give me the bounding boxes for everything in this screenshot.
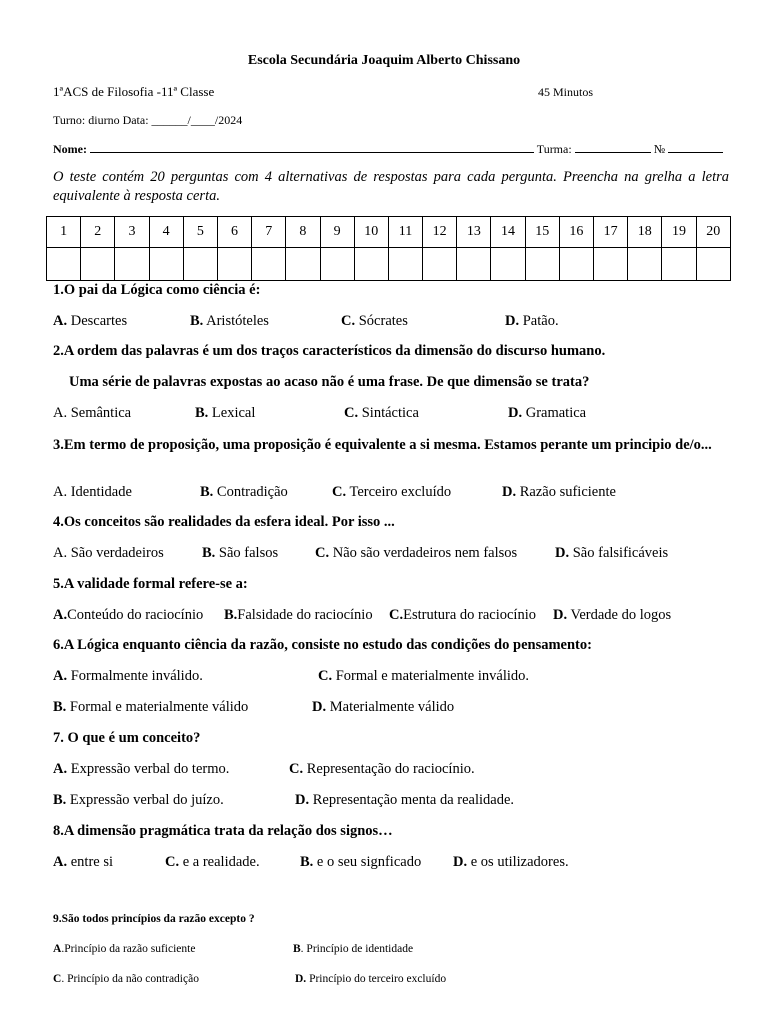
option-text: Gramatica xyxy=(522,405,587,421)
answer-cell[interactable] xyxy=(457,248,491,281)
answer-cell[interactable] xyxy=(628,248,662,281)
q6-option-a xyxy=(53,668,203,685)
option-text: .Princípio da razão suficiente xyxy=(61,943,196,955)
answer-cell[interactable] xyxy=(115,248,149,281)
option-letter: A. xyxy=(53,761,68,777)
option-text: Formal e materialmente inválido. xyxy=(332,668,530,684)
q8-option-d xyxy=(453,854,569,871)
q7-option-b xyxy=(53,792,224,809)
option-text: . Princípio de identidade xyxy=(300,943,414,955)
question-1: 1.O pai da Lógica como ciência é: xyxy=(53,282,261,298)
turno-date: Turno: diurno Data: ______/____/2024 xyxy=(53,113,243,127)
grid-number: 10 xyxy=(354,217,388,248)
numero-label: № xyxy=(653,142,666,156)
option-letter: B. xyxy=(53,699,67,715)
school-name: Escola Secundária Joaquim Alberto Chissano xyxy=(247,53,521,68)
grid-header-row xyxy=(47,217,731,248)
answer-cell[interactable] xyxy=(662,248,696,281)
option-letter: C. xyxy=(332,484,347,500)
subject-class: 1ªACS de Filosofia -11ª Classe xyxy=(53,84,215,99)
question-9: 9.São todos princípios da razão excepto ? xyxy=(53,913,255,925)
answer-cell[interactable] xyxy=(149,248,183,281)
grid-number: 4 xyxy=(149,217,183,248)
grid-number: 20 xyxy=(696,217,730,248)
numero-blank[interactable] xyxy=(668,141,723,153)
option-letter: A xyxy=(53,943,62,955)
option-text: Representação menta da realidade. xyxy=(309,792,515,808)
option-text: A. São verdadeiros xyxy=(53,545,164,561)
option-letter: D. xyxy=(508,405,523,421)
option-text: Patão. xyxy=(519,313,559,329)
option-letter: D. xyxy=(505,313,520,329)
grid-number: 8 xyxy=(286,217,320,248)
option-letter: D. xyxy=(312,699,327,715)
q3-option-d xyxy=(502,484,616,501)
q4-option-c xyxy=(315,545,517,562)
grid-number: 15 xyxy=(525,217,559,248)
grid-number: 1 xyxy=(47,217,81,248)
question-6: 6.A Lógica enquanto ciência da razão, consiste no estudo das condições do pensamento: xyxy=(53,637,592,653)
answer-grid xyxy=(46,216,731,281)
answer-cell[interactable] xyxy=(388,248,422,281)
option-text: Conteúdo do raciocínio xyxy=(67,607,204,623)
option-text: e os utilizadores. xyxy=(467,854,569,870)
option-text: Razão suficiente xyxy=(516,484,616,500)
option-text: São falsificáveis xyxy=(569,545,669,561)
question-8: 8.A dimensão pragmática trata da relação dos signos… xyxy=(53,823,393,839)
option-text: Sócrates xyxy=(355,313,408,329)
turma-label: Turma: xyxy=(536,142,572,156)
grid-number: 13 xyxy=(457,217,491,248)
option-letter: D. xyxy=(553,607,568,623)
option-text: . Princípio da não contradição xyxy=(61,973,199,985)
option-letter: A. xyxy=(53,854,68,870)
option-letter: C. xyxy=(318,668,333,684)
q5-option-c xyxy=(389,607,536,624)
option-letter: D. xyxy=(502,484,517,500)
q1-option-a xyxy=(53,313,127,330)
name-label: Nome: xyxy=(53,142,87,156)
grid-number: 2 xyxy=(81,217,115,248)
grid-number: 7 xyxy=(252,217,286,248)
grid-number: 6 xyxy=(217,217,251,248)
answer-cell[interactable] xyxy=(47,248,81,281)
answer-cell[interactable] xyxy=(252,248,286,281)
grid-number: 11 xyxy=(388,217,422,248)
name-blank[interactable] xyxy=(90,141,534,153)
q5-option-b xyxy=(224,607,373,624)
option-letter: C xyxy=(53,973,62,985)
option-text: Terceiro excluído xyxy=(346,484,452,500)
answer-cell[interactable] xyxy=(559,248,593,281)
name-row xyxy=(53,141,723,157)
q8-option-c xyxy=(165,854,260,871)
q4-option-b xyxy=(202,545,278,562)
q9-option-a xyxy=(53,943,195,955)
grid-number: 14 xyxy=(491,217,525,248)
q7-option-d xyxy=(295,792,514,809)
option-text: Falsidade do raciocínio xyxy=(237,607,373,623)
option-text: Sintáctica xyxy=(358,405,419,421)
option-text: A. Identidade xyxy=(53,484,132,500)
grid-number: 5 xyxy=(183,217,217,248)
q2-option-c xyxy=(344,405,419,422)
instructions: O teste contém 20 perguntas com 4 alternativas de respostas para cada pergunta. Preencha na grelha a letra equivalente à resposta certa. xyxy=(53,169,729,204)
option-text: e a realidade. xyxy=(179,854,260,870)
q3-option-c xyxy=(332,484,451,501)
q8-option-b xyxy=(300,854,421,871)
option-letter: C. xyxy=(315,545,330,561)
q9-option-d xyxy=(295,973,446,985)
q2-option-b xyxy=(195,405,255,422)
q5-option-a xyxy=(53,607,203,624)
option-letter: B. xyxy=(190,313,204,329)
option-text: Descartes xyxy=(67,313,128,329)
option-text: Aristóteles xyxy=(203,313,269,329)
question-5: 5.A validade formal refere-se a: xyxy=(53,576,248,592)
option-text: A. Semântica xyxy=(53,405,132,421)
grid-number: 19 xyxy=(662,217,696,248)
option-letter: D. xyxy=(453,854,468,870)
answer-cell[interactable] xyxy=(491,248,525,281)
turma-blank[interactable] xyxy=(575,141,651,153)
grid-number: 9 xyxy=(320,217,354,248)
option-text: e o seu signficado xyxy=(313,854,422,870)
question-4: 4.Os conceitos são realidades da esfera ideal. Por isso ... xyxy=(53,514,395,530)
q3-option-a xyxy=(53,484,132,501)
option-letter: D. xyxy=(555,545,570,561)
option-letter: D. xyxy=(295,792,310,808)
option-letter: B. xyxy=(202,545,216,561)
option-letter: B. xyxy=(224,607,238,623)
q7-option-c xyxy=(289,761,475,778)
q6-option-b xyxy=(53,699,248,716)
option-letter: C. xyxy=(289,761,304,777)
option-letter: B. xyxy=(53,792,67,808)
option-letter: A. xyxy=(53,313,68,329)
option-letter: B. xyxy=(300,854,314,870)
q4-option-d xyxy=(555,545,668,562)
q3-option-b xyxy=(200,484,288,501)
option-text: Contradição xyxy=(213,484,288,500)
q8-option-a xyxy=(53,854,113,871)
answer-cell[interactable] xyxy=(217,248,251,281)
option-letter: B. xyxy=(195,405,209,421)
grid-number: 18 xyxy=(628,217,662,248)
answer-cell[interactable] xyxy=(81,248,115,281)
grid-answer-row xyxy=(47,248,731,281)
option-letter: D. xyxy=(295,973,307,985)
option-text: Expressão verbal do termo. xyxy=(67,761,230,777)
option-text: Formal e materialmente válido xyxy=(66,699,249,715)
option-text: Expressão verbal do juízo. xyxy=(66,792,224,808)
q6-option-c xyxy=(318,668,529,685)
question-7: 7. O que é um conceito? xyxy=(53,730,201,746)
answer-cell[interactable] xyxy=(696,248,730,281)
q7-option-a xyxy=(53,761,229,778)
option-letter: B xyxy=(293,943,301,955)
q9-option-b xyxy=(293,943,413,955)
answer-cell[interactable] xyxy=(525,248,559,281)
grid-number: 17 xyxy=(594,217,628,248)
option-letter: C. xyxy=(165,854,180,870)
option-text: Lexical xyxy=(208,405,256,421)
q5-option-d xyxy=(553,607,671,624)
option-text: Materialmente válido xyxy=(326,699,455,715)
answer-cell[interactable] xyxy=(286,248,320,281)
question-3: 3.Em termo de proposição, uma proposição é equivalente a si mesma. Estamos perante um principio de/o... xyxy=(53,437,712,453)
option-text: entre si xyxy=(67,854,114,870)
answer-cell[interactable] xyxy=(354,248,388,281)
q1-option-d xyxy=(505,313,559,330)
option-letter: C. xyxy=(341,313,356,329)
grid-number: 3 xyxy=(115,217,149,248)
q1-option-c xyxy=(341,313,408,330)
option-letter: A. xyxy=(53,607,68,623)
q1-option-b xyxy=(190,313,269,330)
option-letter: C. xyxy=(389,607,404,623)
question-2-cont: Uma série de palavras expostas ao acaso não é uma frase. De que dimensão se trata? xyxy=(69,374,590,390)
question-2: 2.A ordem das palavras é um dos traços característicos da dimensão do discurso humano. xyxy=(53,343,606,359)
answer-cell[interactable] xyxy=(320,248,354,281)
q9-option-c xyxy=(53,973,199,985)
q6-option-d xyxy=(312,699,454,716)
option-text: São falsos xyxy=(215,545,279,561)
option-letter: A. xyxy=(53,668,68,684)
grid-number: 12 xyxy=(423,217,457,248)
duration: 45 Minutos xyxy=(538,85,594,99)
option-text: Não são verdadeiros nem falsos xyxy=(329,545,518,561)
option-text: Estrutura do raciocínio xyxy=(403,607,536,623)
q2-option-d xyxy=(508,405,586,422)
option-letter: B. xyxy=(200,484,214,500)
q2-option-a xyxy=(53,405,131,422)
answer-cell[interactable] xyxy=(594,248,628,281)
option-text: Princípio do terceiro excluído xyxy=(306,973,447,985)
answer-cell[interactable] xyxy=(423,248,457,281)
option-text: Representação do raciocínio. xyxy=(303,761,475,777)
option-text: Verdade do logos xyxy=(567,607,672,623)
answer-cell[interactable] xyxy=(183,248,217,281)
grid-number: 16 xyxy=(559,217,593,248)
option-letter: C. xyxy=(344,405,359,421)
option-text: Formalmente inválido. xyxy=(67,668,203,684)
q4-option-a xyxy=(53,545,164,562)
